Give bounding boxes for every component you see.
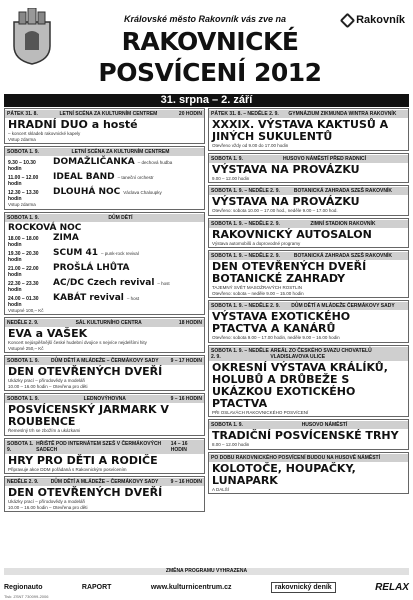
event-info-2: 9 – 17 HODIN	[170, 358, 202, 364]
event-info-bar	[5, 357, 204, 365]
event-info-2: 14 – 16 HODIN	[170, 440, 188, 453]
event-info-bar	[5, 478, 204, 486]
schedule-genre: – taneční orchestr	[117, 175, 154, 180]
event-info-2: 20 HODIN	[178, 111, 202, 117]
schedule-act: AC/DC Czech revival	[53, 277, 155, 288]
denik-logo: rakovnický deník	[271, 582, 336, 593]
event-title: HRY PRO DĚTI A RODIČE	[8, 453, 158, 467]
event-info-1: HŘIŠTĚ POD INTERNÁTEM SZEŠ V ČERMÁKOVÝCH SADECH	[36, 440, 162, 453]
event-info-bar	[209, 454, 408, 462]
event-note: Otevřeno: sobota 9.00 – 17.00 hodin, neděle 9.00 – 16.00 hodin	[212, 335, 340, 340]
event-info-2: 9 – 16 HODIN	[170, 396, 202, 402]
event-info-1: BOTANICKÁ ZAHRADA SZEŠ RAKOVNÍK	[293, 253, 392, 259]
relax-logo: RELAX	[375, 581, 409, 593]
schedule-row	[8, 233, 201, 248]
event-title: XXXIX. VÝSTAVA KAKTUSŮ A JINÝCH SUKULENTŮ	[212, 118, 389, 143]
event-title: EVA a VAŠEK	[8, 327, 88, 340]
regionauto-logo: Regionauto	[4, 583, 43, 591]
event-info-0: PÁTEK 31. 8.	[7, 111, 38, 117]
event-block	[208, 218, 409, 249]
event-info-1: DŮM DĚTÍ A MLÁDEŽE – ČERMÁKOVY SADY	[50, 479, 159, 485]
website-link[interactable]: www.kulturnicentrum.cz	[150, 583, 232, 591]
event-info-1: ZIMNÍ STADION RAKOVNÍK	[310, 220, 376, 227]
event-info-0: NEDĚLE 2. 9.	[7, 479, 39, 485]
schedule-genre: Václava Chaloupky	[123, 190, 162, 195]
schedule-row	[8, 293, 201, 308]
event-info-0: SOBOTA 1. 9.	[7, 396, 39, 402]
event-subtitle: A DALŠÍ	[212, 486, 230, 492]
schedule-row	[8, 248, 201, 263]
event-title: DEN OTEVŘENÝCH DVEŘÍ	[8, 365, 163, 378]
event-subtitle: Výstava automobilů a doprovodné programy	[212, 240, 301, 246]
event-block	[208, 345, 409, 418]
event-info-1: HUSOVO NÁMĚSTÍ PŘED RADNICÍ	[282, 155, 366, 162]
event-info-0: SOBOTA 1. 9.	[7, 358, 39, 364]
schedule-row	[8, 187, 201, 202]
event-info-0: SOBOTA 1. 9. – NEDĚLE 2. 9.	[211, 253, 280, 259]
tagline: Královské město Rakovník vás zve na	[123, 14, 287, 24]
event-info-0: PÁTEK 31. 8. – NEDĚLE 2. 9.	[211, 111, 279, 117]
event-subtitle: TAJEMNÝ SVĚT MASOŽRAVÝCH ROSTLIN	[212, 285, 303, 290]
brand-logo	[342, 14, 405, 26]
event-block	[208, 250, 409, 298]
event-info-bar	[5, 214, 204, 222]
town-crest-icon	[10, 8, 54, 66]
event-info-2: 18 HODIN	[178, 320, 202, 326]
schedule-act: IDEAL BAND	[53, 172, 115, 182]
raport-logo: RAPORT	[81, 583, 112, 591]
event-info-1: DŮM DĚTÍ	[108, 214, 133, 221]
brand-name: Rakovník	[356, 14, 405, 26]
event-note: 10.00 – 16.00 hodin – Otevřena pro děti	[8, 383, 88, 389]
event-info-0: PO DOBU RAKOVNICKÉHO POSVÍCENÍ BUDOU NA HUSOVĚ NÁMĚSTÍ	[211, 454, 380, 461]
event-info-bar	[209, 252, 408, 260]
event-info-2: 9 – 16 HODIN	[170, 479, 202, 485]
event-info-0: SOBOTA 1. 9. – NEDĚLE 2. 9.	[211, 220, 280, 227]
schedule-row	[8, 157, 201, 172]
date-band: 31. srpna – 2. září	[4, 94, 409, 107]
event-note: Vstupné 100,– Kč	[8, 307, 44, 313]
event-title: RAKOVNICKÝ AUTOSALON	[212, 227, 372, 241]
event-info-bar	[5, 395, 204, 403]
event-info-1: DŮM DĚTÍ A MLÁDEŽE ČERMÁKOVY SADY	[291, 303, 395, 309]
title-line-1: RAKOVNICKÉ	[121, 27, 299, 56]
event-info-0: SOBOTA 1. 9.	[7, 440, 34, 453]
event-info-bar	[209, 187, 408, 195]
event-info-bar	[209, 421, 408, 429]
schedule-row	[8, 172, 201, 187]
event-title: DEN OTEVŘENÝCH DVEŘÍ BOTANICKÉ ZAHRADY	[212, 260, 367, 285]
schedule-row	[8, 263, 201, 278]
event-subtitle: – koncert skladeb rakovnické kapely	[8, 131, 81, 136]
schedule-genre: – punk-rock revival	[101, 250, 139, 256]
programme-note: ZMĚNA PROGRAMU VYHRAZENA	[4, 568, 409, 575]
header	[0, 0, 413, 108]
event-title: DEN OTEVŘENÝCH DVEŘÍ	[8, 486, 163, 499]
event-subtitle: Ukázky prací – přírodovědy a modeláři	[8, 378, 86, 383]
schedule-time: 19.30 – 20.30 hodin	[8, 250, 39, 263]
event-info-bar	[209, 220, 408, 228]
event-info-1: LETNÍ SCÉNA ZA KULTURNÍM CENTREM	[71, 149, 170, 155]
event-subtitle: Koncert nejúspěšnější české hudební dvojice s nejvíce nejdelšími hity	[8, 340, 147, 345]
event-info-1: GYMNÁZIUM ZIKMUNDA WINTRA RAKOVNÍK	[288, 111, 397, 117]
schedule-genre: – host	[157, 280, 170, 286]
left-column	[4, 108, 205, 574]
schedule-act: ZIMA	[53, 232, 79, 243]
print-id: Tisk: ZSNT 730099-2006	[4, 594, 49, 599]
event-block	[4, 476, 205, 512]
event-info-1: BOTANICKÁ ZAHRADA SZEŠ RAKOVNÍK	[293, 188, 392, 194]
event-title: VÝSTAVA NA PROVÁZKU	[212, 162, 360, 176]
event-info-0: SOBOTA 1. 9. – NEDĚLE 2. 9.	[211, 188, 280, 194]
event-note: Otevřeno: sobota 10.00 – 17.00 hod., neděle 9.00 – 17.00 hod.	[212, 208, 338, 213]
event-block	[4, 393, 205, 436]
event-info-1: LETNÍ SCÉNA ZA KULTURNÍM CENTREM	[59, 111, 158, 117]
event-info-1: HUSOVO NÁMĚSTÍ	[301, 422, 348, 428]
event-title: ROCKOVÁ NOC	[8, 222, 82, 233]
schedule-genre: – host	[126, 295, 140, 301]
schedule-act: DOMAŽLIČANKA	[53, 157, 135, 167]
schedule-act: KABÁT revival	[53, 292, 124, 303]
event-block	[4, 317, 205, 353]
event-block	[4, 212, 205, 316]
schedule-time: 21.00 – 22.00 hodin	[8, 265, 39, 278]
event-info-0: SOBOTA 1. 9.	[211, 422, 243, 428]
event-subtitle: PŘI OSLAVÁCH RAKOVNICKÉHO POSVÍCENÍ	[212, 409, 309, 415]
event-info-0: SOBOTA 1. 9. – NEDĚLE 2. 9.	[211, 347, 269, 360]
schedule-row	[8, 278, 201, 293]
event-info-bar	[5, 148, 204, 156]
event-info-1: DŮM DĚTÍ A MLÁDEŽE – ČERMÁKOVY SADY	[50, 358, 159, 364]
event-block	[208, 185, 409, 216]
schedule-time: 24.00 – 01.30 hodin	[8, 295, 39, 308]
event-title: TRADIČNÍ POSVÍCENSKÉ TRHY	[212, 429, 399, 442]
event-note: Vstup zdarma	[8, 202, 36, 207]
event-note: Vstup zdarma	[8, 136, 36, 142]
schedule-genre: – dechová hudba	[137, 160, 173, 165]
event-note: Vstupné 250,– Kč	[8, 345, 44, 351]
event-title: KOLOTOČE, HOUPAČKY, LUNAPARK	[212, 461, 356, 487]
schedule-time: 18.00 – 18.00 hodin	[8, 235, 39, 248]
brand-mark-icon	[340, 12, 356, 28]
event-subtitle: Připravuje akce DDM pořádaná s Rakovnickým posvícením	[8, 466, 127, 472]
event-info-0: SOBOTA 1. 9.	[7, 214, 39, 221]
event-block	[4, 146, 205, 210]
schedule-time: 11.00 – 12.00 hodin	[8, 175, 39, 187]
event-info-0: SOBOTA 1. 9. – NEDĚLE 2. 9.	[211, 303, 280, 309]
event-info-bar	[5, 440, 204, 454]
event-block	[208, 419, 409, 450]
event-title: POSVÍCENSKÝ JARMARK V ROUBENCE	[8, 403, 169, 428]
event-block	[208, 452, 409, 495]
schedule-time: 12.30 – 13.30 hodin	[8, 190, 39, 202]
event-note: Otevřeno vždy od 9.00 do 17.00 hodin	[212, 143, 289, 148]
event-info-1: LEDNOVÝHOVNA	[83, 396, 126, 402]
event-info-bar	[209, 110, 408, 118]
schedule-act: DLOUHÁ NOC	[53, 187, 121, 197]
event-title: HRADNÍ DUO a hosté	[8, 118, 138, 131]
event-info-bar	[209, 155, 408, 163]
title-line-2: POSVÍCENÍ 2012	[98, 58, 322, 87]
event-subtitle: Řemeslný trh se zbožím a ukázkami	[8, 428, 81, 433]
event-info-bar	[5, 319, 204, 327]
schedule-act: SCUM 41	[53, 247, 99, 258]
event-info-0: NEDĚLE 2. 9.	[7, 320, 39, 326]
event-info-bar	[209, 302, 408, 310]
event-info-1: AREÁL ZO ČESKÉHO SVAZU CHOVATELŮ VLADISLAVOVA ULICE	[270, 347, 372, 360]
event-title: OKRESNÍ VÝSTAVA KRÁLÍKŮ, HOLUBŮ A DRŮBEŽE S UKÁZKOU EXOTICKÉHO PTACTVA	[212, 360, 388, 410]
event-note: Otevřeno: sobota – neděle 9.00 – 15.00 hodin	[212, 290, 304, 296]
event-note: 8.00 – 12.00 hodin	[212, 442, 250, 447]
event-block	[4, 355, 205, 391]
event-info-bar	[209, 347, 408, 361]
event-block	[4, 438, 205, 475]
schedule-time: 9.30 – 10.30 hodin	[8, 160, 36, 172]
event-block	[208, 300, 409, 343]
event-note: 9.00 – 12.00 hodin	[212, 175, 250, 181]
event-info-0: SOBOTA 1. 9.	[7, 149, 39, 155]
schedule-time: 22.30 – 23.30 hodin	[8, 280, 39, 293]
program-columns	[4, 108, 409, 574]
event-block	[208, 153, 409, 184]
event-info-0: SOBOTA 1. 9.	[211, 155, 243, 162]
event-info-1: SÁL KULTURNÍHO CENTRA	[75, 320, 142, 326]
event-block	[208, 108, 409, 151]
event-note: 10.00 – 16.00 hodin – Otevřena pro děti	[8, 504, 88, 510]
event-title: VÝSTAVA EXOTICKÉHO PTACTVA A KANÁRŮ	[212, 310, 351, 335]
right-column	[208, 108, 409, 574]
event-subtitle: Ukázky prací – přírodovědy a modeláři	[8, 499, 86, 504]
schedule-act: PROŠLÁ LHŮTA	[53, 262, 130, 273]
event-title: VÝSTAVA NA PROVÁZKU	[212, 195, 360, 208]
footer	[4, 576, 409, 598]
event-info-bar	[5, 110, 204, 118]
event-block	[4, 108, 205, 144]
